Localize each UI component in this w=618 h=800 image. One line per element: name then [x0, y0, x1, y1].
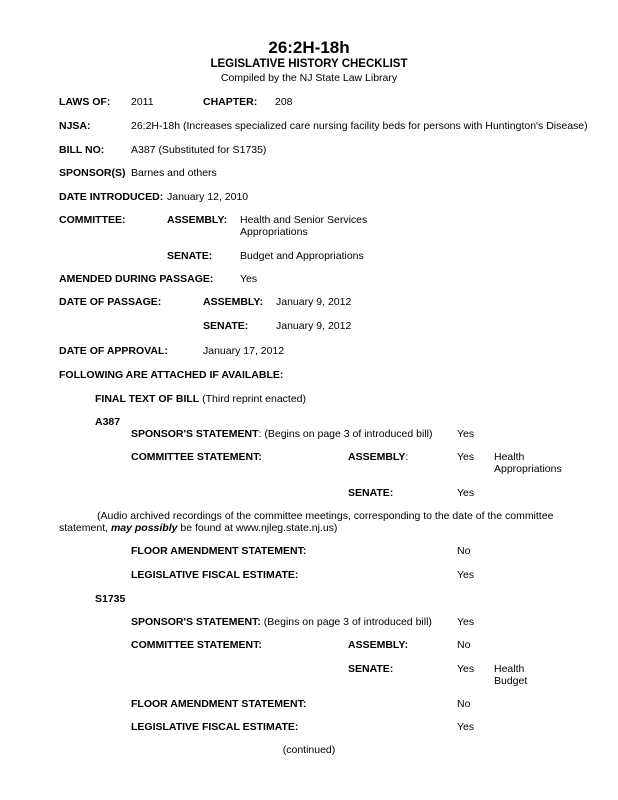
s1735-floor-value: No [457, 698, 471, 710]
s1735-senate-value: Yes [457, 663, 475, 675]
a387-assembly-row [348, 451, 408, 463]
a387-floor-label: FLOOR AMENDMENT STATEMENT: [131, 545, 307, 557]
a387-committee-label: COMMITTEE STATEMENT: [131, 451, 262, 463]
final-text-label: FINAL TEXT OF BILL [95, 393, 200, 405]
a387-assembly-label: ASSEMBLY [348, 451, 406, 463]
a387-fiscal-label: LEGISLATIVE FISCAL ESTIMATE: [131, 569, 299, 581]
s1735-sponsor-note: (Begins on page 3 of introduced bill) [260, 616, 432, 628]
audio-note [59, 510, 579, 534]
njsa-label: NJSA: [59, 120, 91, 132]
bill-no-value: A387 (Substituted for S1735) [131, 144, 267, 156]
document-subtitle: Compiled by the NJ State Law Library [220, 72, 398, 84]
chapter-label: CHAPTER: [203, 96, 258, 108]
s1735-senate-note-2: Budget [494, 675, 528, 687]
sponsors-label: SPONSOR(S) [59, 167, 126, 179]
committee-assembly-value-2: Appropriations [240, 226, 308, 238]
final-text-value: (Third reprint enacted) [202, 393, 307, 405]
attached-heading: FOLLOWING ARE ATTACHED IF AVAILABLE: [59, 369, 284, 381]
s1735-sponsor-value: Yes [457, 616, 475, 628]
a387-sponsor-note: : (Begins on page 3 of introduced bill) [258, 428, 433, 440]
audio-note-emphasis: may possibly [110, 522, 178, 534]
a387-senate-label: SENATE: [348, 487, 394, 499]
a387-assembly-note-2: Appropriations [494, 463, 562, 475]
s1735-assembly-label: ASSEMBLY: [348, 639, 409, 651]
a387-assembly-note-1: Health [494, 451, 525, 463]
date-of-approval-value: January 17, 2012 [203, 345, 285, 357]
passage-assembly-label: ASSEMBLY: [203, 296, 264, 308]
audio-note-part-1: (Audio archived recordings of the committee meetings, corresponding to the date of the committee statement, [59, 510, 554, 534]
a387-floor-value: No [457, 545, 471, 557]
chapter-value: 208 [275, 96, 293, 108]
a387-heading: A387 [95, 416, 121, 428]
njsa-value: 26:2H-18h (Increases specialized care nursing facility beds for persons with Huntington's Disease) [131, 120, 588, 132]
s1735-assembly-value: No [457, 639, 471, 651]
s1735-committee-label: COMMITTEE STATEMENT: [131, 639, 262, 651]
date-introduced-value: January 12, 2010 [167, 191, 249, 203]
sponsors-value: Barnes and others [131, 167, 217, 179]
a387-sponsor-label: SPONSOR'S STATEMENT [131, 428, 259, 440]
passage-senate-value: January 9, 2012 [276, 320, 352, 332]
a387-sponsor-row [131, 428, 433, 440]
document-title: LEGISLATIVE HISTORY CHECKLIST [210, 58, 408, 70]
committee-senate-value: Budget and Appropriations [240, 250, 364, 262]
committee-label: COMMITTEE: [59, 214, 126, 226]
committee-assembly-value-1: Health and Senior Services [240, 214, 368, 226]
final-text-row [95, 393, 306, 405]
laws-of-value: 2011 [131, 96, 154, 108]
s1735-floor-label: FLOOR AMENDMENT STATEMENT: [131, 698, 307, 710]
passage-assembly-value: January 9, 2012 [276, 296, 352, 308]
s1735-senate-label: SENATE: [348, 663, 394, 675]
s1735-heading: S1735 [95, 593, 126, 605]
continued-note: (continued) [282, 744, 336, 756]
s1735-fiscal-value: Yes [457, 721, 475, 733]
a387-fiscal-value: Yes [457, 569, 475, 581]
date-introduced-label: DATE INTRODUCED: [59, 191, 164, 203]
s1735-sponsor-row [131, 616, 432, 628]
laws-of-label: LAWS OF: [59, 96, 111, 108]
a387-assembly-colon: : [405, 451, 409, 463]
passage-senate-label: SENATE: [203, 320, 249, 332]
bill-no-label: BILL NO: [59, 144, 105, 156]
a387-assembly-value: Yes [457, 451, 475, 463]
audio-note-part-2: be found at www.njleg.state.nj.us) [177, 522, 338, 534]
s1735-sponsor-label: SPONSOR'S STATEMENT: [131, 616, 261, 628]
a387-senate-value: Yes [457, 487, 475, 499]
amended-label: AMENDED DURING PASSAGE: [59, 273, 214, 285]
committee-assembly-label: ASSEMBLY: [167, 214, 228, 226]
a387-sponsor-value: Yes [457, 428, 475, 440]
s1735-senate-note-1: Health [494, 663, 525, 675]
s1735-fiscal-label: LEGISLATIVE FISCAL ESTIMATE: [131, 721, 299, 733]
date-of-approval-label: DATE OF APPROVAL: [59, 345, 168, 357]
committee-senate-label: SENATE: [167, 250, 213, 262]
citation-title: 26:2H-18h [268, 38, 350, 57]
date-of-passage-label: DATE OF PASSAGE: [59, 296, 162, 308]
amended-value: Yes [240, 273, 258, 285]
